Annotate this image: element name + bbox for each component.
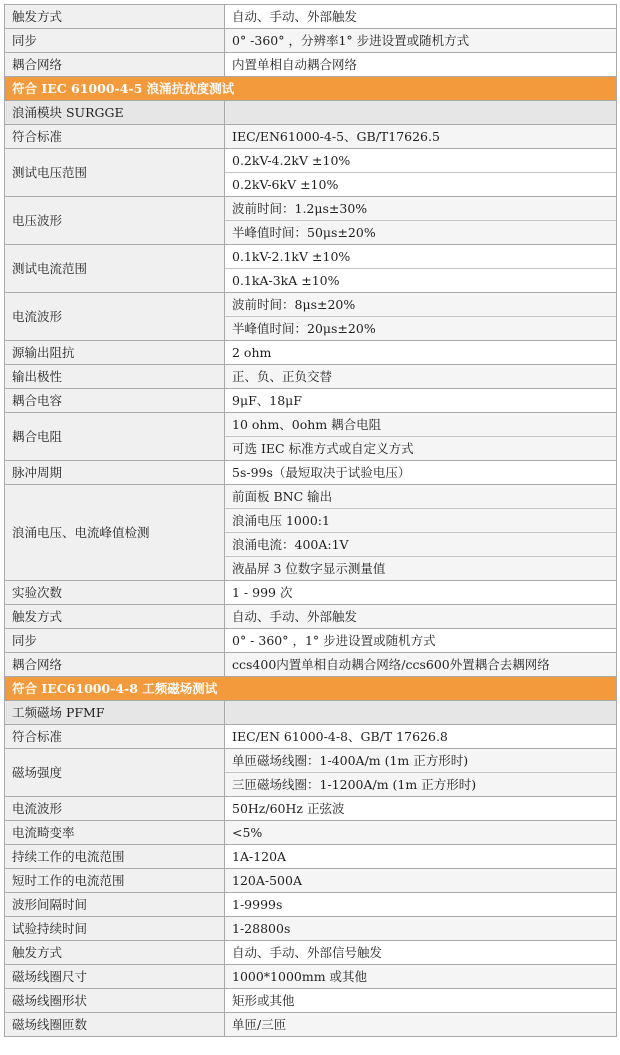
spec-row bbox=[5, 893, 617, 917]
spec-value-line: 50Hz/60Hz 正弦波 bbox=[232, 801, 345, 816]
spec-value bbox=[225, 845, 617, 869]
spec-label: 磁场线圈形状 bbox=[5, 989, 225, 1013]
spec-label: 耦合电容 bbox=[5, 389, 225, 413]
spec-row bbox=[5, 341, 617, 365]
spec-label: 持续工作的电流范围 bbox=[5, 845, 225, 869]
spec-value bbox=[225, 341, 617, 365]
spec-label: 耦合网络 bbox=[5, 653, 225, 677]
spec-value-line: 0.1kA-3kA ±10% bbox=[225, 268, 616, 292]
spec-label: 电流畸变率 bbox=[5, 821, 225, 845]
spec-value bbox=[225, 893, 617, 917]
spec-label: 触发方式 bbox=[5, 5, 225, 29]
spec-label: 浪涌电压、电流峰值检测 bbox=[5, 485, 225, 581]
spec-value-line: 液晶屏 3 位数字显示测量值 bbox=[225, 556, 616, 580]
spec-value bbox=[225, 869, 617, 893]
spec-value bbox=[225, 365, 617, 389]
spec-value-line: 9μF、18μF bbox=[232, 393, 302, 408]
spec-value bbox=[225, 197, 617, 245]
module-name: 工频磁场 PFMF bbox=[5, 701, 225, 725]
spec-value bbox=[225, 653, 617, 677]
spec-value-line: 矩形或其他 bbox=[232, 993, 295, 1008]
spec-value-line: 1-9999s bbox=[232, 897, 283, 912]
spec-label: 短时工作的电流范围 bbox=[5, 869, 225, 893]
spec-value bbox=[225, 125, 617, 149]
spec-value-line: 浪涌电流：400A:1V bbox=[225, 532, 616, 556]
spec-label: 触发方式 bbox=[5, 941, 225, 965]
spec-label: 触发方式 bbox=[5, 605, 225, 629]
spec-row bbox=[5, 413, 617, 461]
spec-value-line: 浪涌电压 1000:1 bbox=[225, 508, 616, 532]
spec-value-line: 1 - 999 次 bbox=[232, 585, 293, 600]
spec-label: 磁场强度 bbox=[5, 749, 225, 797]
spec-value-line: 单匝磁场线圈：1-400A/m (1m 正方形时) bbox=[232, 753, 469, 768]
spec-row bbox=[5, 53, 617, 77]
spec-row bbox=[5, 965, 617, 989]
spec-row bbox=[5, 869, 617, 893]
spec-value bbox=[225, 629, 617, 653]
spec-value bbox=[225, 797, 617, 821]
spec-row bbox=[5, 749, 617, 797]
module-empty-cell bbox=[225, 701, 617, 725]
spec-value-line: 120A-500A bbox=[232, 873, 302, 888]
spec-value bbox=[225, 413, 617, 461]
module-row bbox=[5, 701, 617, 725]
spec-value bbox=[225, 821, 617, 845]
spec-row bbox=[5, 605, 617, 629]
spec-value bbox=[225, 5, 617, 29]
spec-value bbox=[225, 461, 617, 485]
spec-value-line: 5s-99s（最短取决于试验电压） bbox=[232, 465, 411, 480]
spec-value bbox=[225, 1013, 617, 1037]
spec-row bbox=[5, 245, 617, 293]
spec-row bbox=[5, 5, 617, 29]
spec-row bbox=[5, 125, 617, 149]
spec-label: 脉冲周期 bbox=[5, 461, 225, 485]
spec-value bbox=[225, 485, 617, 581]
spec-value-line: 0.1kV-2.1kV ±10% bbox=[232, 249, 351, 264]
spec-value bbox=[225, 605, 617, 629]
spec-row bbox=[5, 461, 617, 485]
spec-label: 试验持续时间 bbox=[5, 917, 225, 941]
spec-row bbox=[5, 629, 617, 653]
spec-value bbox=[225, 749, 617, 797]
spec-label: 测试电流范围 bbox=[5, 245, 225, 293]
spec-value-line: 0° -360° ，分辨率1° 步进设置或随机方式 bbox=[232, 33, 470, 48]
spec-value-line: 可选 IEC 标准方式或自定义方式 bbox=[225, 436, 616, 460]
spec-row bbox=[5, 485, 617, 581]
spec-value-line: 波前时间：8μs±20% bbox=[232, 297, 356, 312]
spec-row bbox=[5, 1013, 617, 1037]
spec-value-line: 自动、手动、外部信号触发 bbox=[232, 945, 383, 960]
spec-value bbox=[225, 389, 617, 413]
spec-value-line: 0.2kV-4.2kV ±10% bbox=[232, 153, 351, 168]
spec-value-line: 半峰值时间：50μs±20% bbox=[225, 220, 616, 244]
spec-value-line: 自动、手动、外部触发 bbox=[232, 609, 358, 624]
spec-label: 电压波形 bbox=[5, 197, 225, 245]
spec-row bbox=[5, 917, 617, 941]
spec-value-line: 自动、手动、外部触发 bbox=[232, 9, 358, 24]
spec-value-line: IEC/EN 61000-4-8、GB/T 17626.8 bbox=[232, 729, 448, 744]
spec-value-line: 波前时间：1.2μs±30% bbox=[232, 201, 368, 216]
spec-row bbox=[5, 725, 617, 749]
spec-label: 符合标准 bbox=[5, 725, 225, 749]
section-header-pfmf bbox=[5, 677, 617, 701]
section-title: 符合 IEC61000-4-8 工频磁场测试 bbox=[5, 677, 617, 701]
spec-row bbox=[5, 197, 617, 245]
spec-row bbox=[5, 293, 617, 341]
spec-row bbox=[5, 29, 617, 53]
section-title: 符合 IEC 61000-4-5 浪涌抗扰度测试 bbox=[5, 77, 617, 101]
spec-value bbox=[225, 293, 617, 341]
spec-label: 磁场线圈匝数 bbox=[5, 1013, 225, 1037]
spec-value bbox=[225, 989, 617, 1013]
spec-row bbox=[5, 653, 617, 677]
spec-value-line: 单匝/三匝 bbox=[232, 1017, 287, 1032]
spec-value bbox=[225, 725, 617, 749]
spec-label: 输出极性 bbox=[5, 365, 225, 389]
spec-table bbox=[4, 4, 617, 1037]
spec-row bbox=[5, 941, 617, 965]
spec-value-line: 正、负、正负交替 bbox=[232, 369, 333, 384]
spec-label: 同步 bbox=[5, 29, 225, 53]
spec-value-line: IEC/EN61000-4-5、GB/T17626.5 bbox=[232, 129, 440, 144]
spec-value-line: 内置单相自动耦合网络 bbox=[232, 57, 358, 72]
spec-value-line: 2 ohm bbox=[232, 345, 272, 360]
spec-value-line: <5% bbox=[232, 825, 263, 840]
spec-value-line: 1000*1000mm 或其他 bbox=[232, 969, 368, 984]
module-row bbox=[5, 101, 617, 125]
spec-label: 电流波形 bbox=[5, 797, 225, 821]
spec-value bbox=[225, 245, 617, 293]
section-header-surge bbox=[5, 77, 617, 101]
spec-row bbox=[5, 845, 617, 869]
spec-label: 测试电压范围 bbox=[5, 149, 225, 197]
spec-value-line: 10 ohm、0ohm 耦合电阻 bbox=[232, 417, 382, 432]
spec-row bbox=[5, 821, 617, 845]
spec-label: 磁场线圈尺寸 bbox=[5, 965, 225, 989]
spec-label: 实验次数 bbox=[5, 581, 225, 605]
spec-value bbox=[225, 29, 617, 53]
spec-row bbox=[5, 797, 617, 821]
spec-value-line: 0° - 360° ，1° 步进设置或随机方式 bbox=[232, 633, 436, 648]
module-empty-cell bbox=[225, 101, 617, 125]
spec-row bbox=[5, 581, 617, 605]
spec-label: 源输出阻抗 bbox=[5, 341, 225, 365]
module-name: 浪涌模块 SURGGE bbox=[5, 101, 225, 125]
spec-label: 耦合电阻 bbox=[5, 413, 225, 461]
spec-value-line: 三匝磁场线圈：1-1200A/m (1m 正方形时) bbox=[225, 772, 616, 796]
spec-label: 波形间隔时间 bbox=[5, 893, 225, 917]
spec-label: 符合标准 bbox=[5, 125, 225, 149]
spec-value-line: 半峰值时间：20μs±20% bbox=[225, 316, 616, 340]
spec-row bbox=[5, 989, 617, 1013]
spec-value-line: ccs400内置单相自动耦合网络/ccs600外置耦合去耦网络 bbox=[232, 657, 550, 672]
spec-value-line: 前面板 BNC 输出 bbox=[232, 489, 333, 504]
spec-value bbox=[225, 581, 617, 605]
spec-value-line: 1A-120A bbox=[232, 849, 287, 864]
spec-row bbox=[5, 389, 617, 413]
spec-value bbox=[225, 53, 617, 77]
spec-value bbox=[225, 965, 617, 989]
spec-label: 电流波形 bbox=[5, 293, 225, 341]
spec-value bbox=[225, 941, 617, 965]
spec-value-line: 1-28800s bbox=[232, 921, 291, 936]
spec-label: 同步 bbox=[5, 629, 225, 653]
spec-row bbox=[5, 365, 617, 389]
spec-value bbox=[225, 149, 617, 197]
spec-value-line: 0.2kV-6kV ±10% bbox=[225, 172, 616, 196]
spec-table-body bbox=[5, 5, 617, 1037]
spec-row bbox=[5, 149, 617, 197]
spec-value bbox=[225, 917, 617, 941]
spec-label: 耦合网络 bbox=[5, 53, 225, 77]
